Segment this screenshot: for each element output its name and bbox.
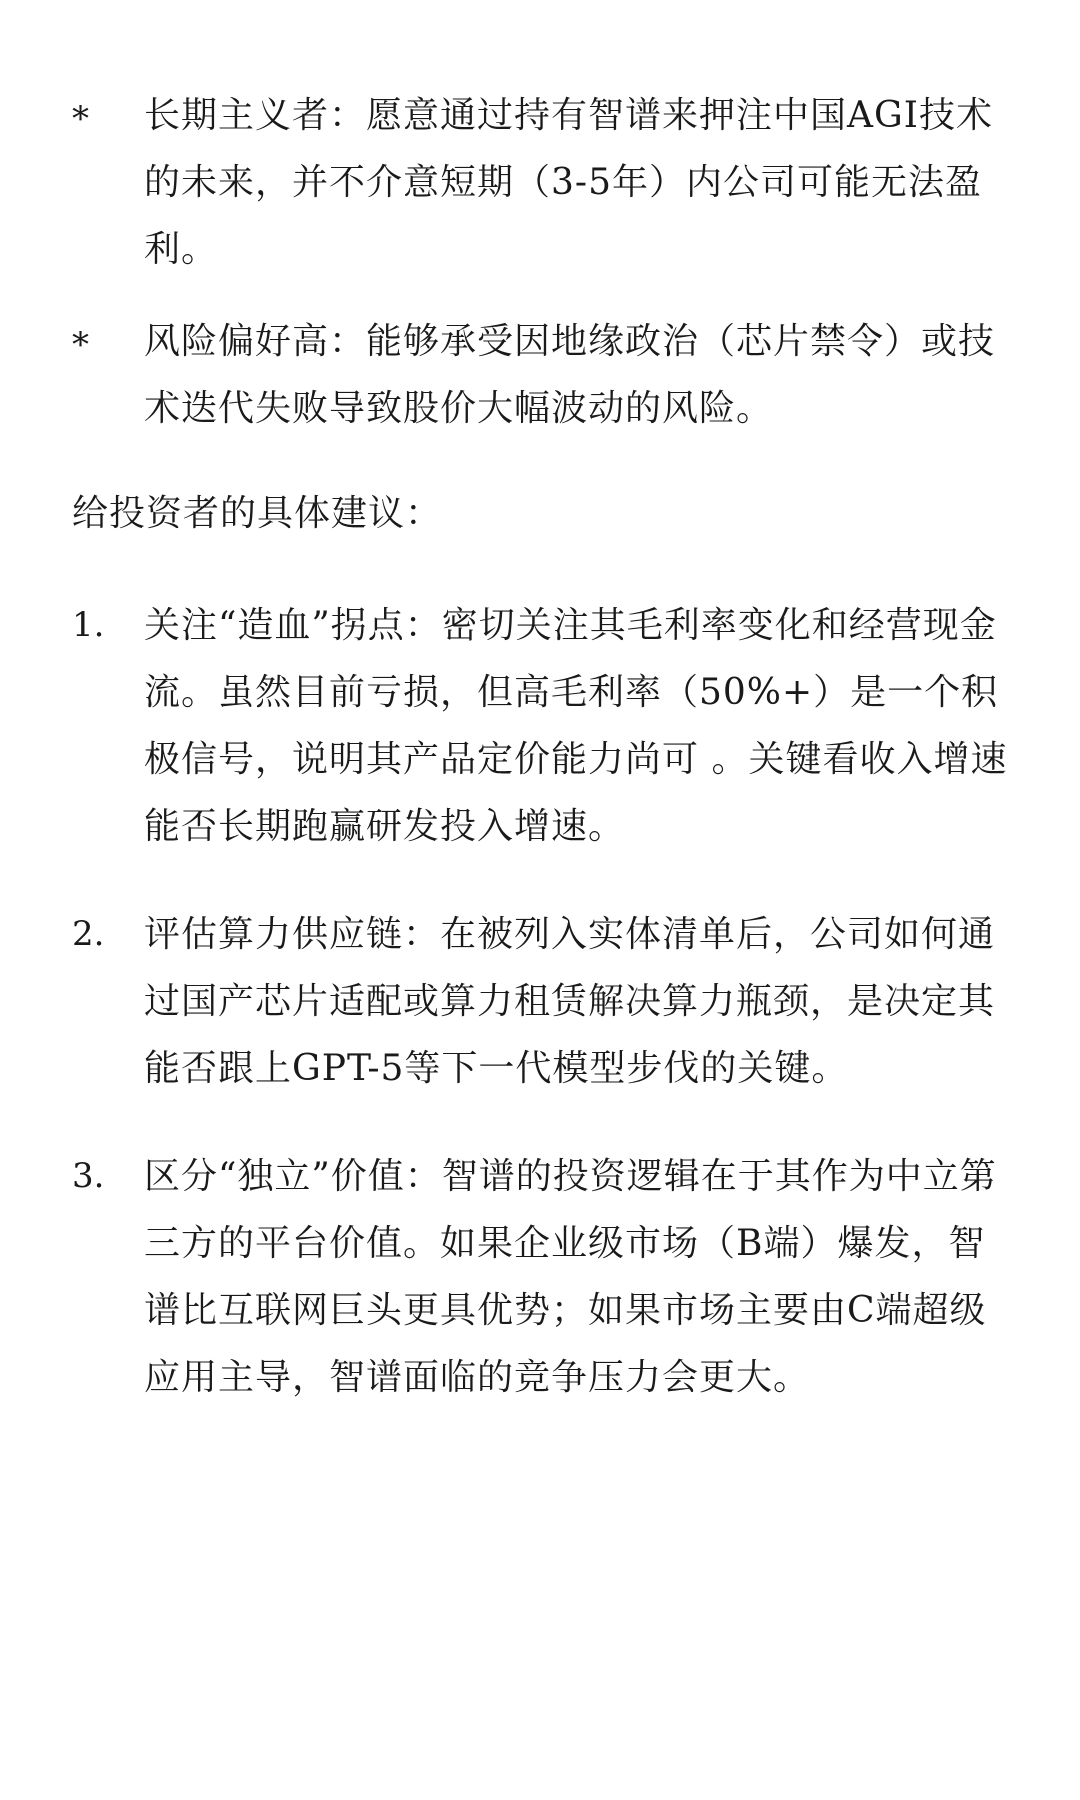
advice-text: 区分“独立”价值：智谱的投资逻辑在于其作为中立第三方的平台价值。如果企业级市场（B端）爆发，智谱比互联网巨头更具优势；如果市场主要由C端超级应用主导，智谱面临的竞争压力会更大。 — [144, 1156, 997, 1398]
list-number: 2. — [72, 914, 105, 954]
bullet-marker: * — [72, 325, 89, 365]
advice-text: 关注“造血”拐点：密切关注其毛利率变化和经营现金流。虽然目前亏损，但高毛利率（50%+）是一个积极信号，说明其产品定价能力尚可 。关键看收入增速能否长期跑赢研发投入增速。 — [144, 605, 1008, 847]
bullet-text: 风险偏好高：能够承受因地缘政治（芯片禁令）或技术迭代失败导致股价大幅波动的风险。 — [144, 321, 996, 429]
list-number: 3. — [72, 1156, 105, 1196]
advice-list — [72, 592, 1008, 1411]
list-item — [72, 901, 1008, 1102]
bullet-marker: * — [72, 99, 89, 139]
list-item — [72, 308, 1008, 442]
list-item — [72, 1143, 1008, 1411]
list-item — [72, 592, 1008, 860]
list-number: 1. — [72, 605, 105, 645]
list-item — [72, 82, 1008, 283]
section-heading: 给投资者的具体建议： — [72, 493, 443, 534]
bullet-text: 长期主义者：愿意通过持有智谱来押注中国AGI技术的未来，并不介意短期（3-5年）内公司可能无法盈利。 — [144, 95, 993, 270]
investor-profile-list — [72, 82, 1008, 442]
advice-text: 评估算力供应链：在被列入实体清单后，公司如何通过国产芯片适配或算力租赁解决算力瓶颈，是决定其能否跟上GPT-5等下一代模型步伐的关键。 — [144, 914, 996, 1089]
